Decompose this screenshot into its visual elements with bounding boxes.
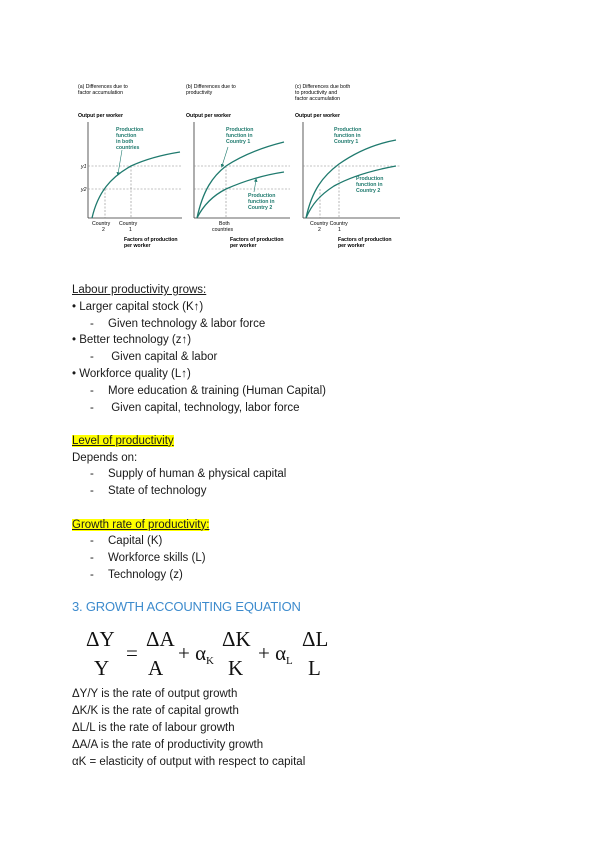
eq-term1-denominator: A [148, 656, 164, 680]
panel-b-curve2-label-3: Country 2 [248, 205, 273, 211]
definition-output-growth: ΔY/Y is the rate of output growth [72, 688, 238, 700]
panel-c-curve2-label-1: Production [356, 176, 384, 182]
panel-b-curve1-label-2: function in [226, 133, 253, 139]
panel-b-x-tick-line1: Both [219, 221, 230, 227]
sub-item [72, 383, 542, 400]
panel-b-curve2-label-2: function in [248, 199, 275, 205]
eq-alpha-sub-l: L [286, 655, 293, 667]
definition-capital-growth: ΔK/K is the rate of capital growth [72, 705, 239, 717]
eq-plus-alpha-2: + α [258, 641, 287, 665]
panel-b [186, 84, 290, 249]
eq-term3-denominator: L [308, 656, 321, 680]
panel-a-y1-tick: y1 [81, 164, 87, 170]
sub-item-text: Given capital, technology, labor force [111, 401, 300, 414]
panel-c-x-axis-label-2: per worker [338, 243, 365, 249]
eq-plus-alpha-1: + α [178, 641, 207, 665]
sub-item-text: Supply of human & physical capital [108, 468, 287, 481]
panel-c-curve1-label-3: Country 1 [334, 139, 359, 145]
sub-item [72, 483, 542, 500]
panel-b-caption-2: productivity [186, 90, 213, 96]
panel-b-label-arrow-2 [254, 180, 256, 192]
panel-b-curve1-label-1: Production [226, 127, 254, 133]
dash-marker: - [90, 535, 94, 548]
level-of-productivity-title: Level of productivity [72, 434, 174, 447]
sub-item-text: Technology (z) [108, 568, 183, 581]
dash-marker: - [90, 552, 94, 565]
sub-item [72, 567, 542, 584]
panel-c-x-tick-line1: Country Country [310, 221, 348, 227]
panel-c [295, 84, 400, 249]
definition-elasticity: αK = elasticity of output with respect to capital [72, 756, 306, 768]
bullet-workforce: • Workforce quality (L↑) [72, 367, 191, 380]
sub-item-text: Workforce skills (L) [108, 552, 206, 565]
definition-productivity-growth: ΔA/A is the rate of productivity growth [72, 739, 264, 751]
panel-c-x-axis-label-1: Factors of production [338, 237, 392, 243]
panel-c-x-tick-c1: 1 [338, 227, 341, 233]
sub-item [72, 349, 542, 366]
panel-a-y2-tick: y2 [81, 187, 87, 193]
panel-c-curve-country-2 [306, 166, 396, 218]
definition-labour-growth: ΔL/L is the rate of labour growth [72, 722, 235, 734]
eq-term1-numerator: ΔA [146, 627, 175, 651]
panel-b-label-arrow-1 [222, 147, 228, 166]
panel-a-x-axis-label-1: Factors of production [124, 237, 178, 243]
panel-c-x-tick-c2: 2 [318, 227, 321, 233]
panel-c-caption-1: (c) Differences due both [295, 84, 351, 90]
panel-a-y-axis-label: Output per worker [78, 113, 123, 119]
eq-lhs-denominator: Y [94, 656, 110, 680]
eq-lhs-numerator: ΔY [86, 627, 115, 651]
depends-on-label: Depends on: [72, 451, 138, 464]
section-heading: 3. GROWTH ACCOUNTING EQUATION [72, 599, 301, 614]
panel-a-caption-1: (a) Differences due to [78, 84, 128, 90]
panel-b-y-axis-label: Output per worker [186, 113, 231, 119]
sub-item-text: Given capital & labor [111, 351, 218, 364]
sub-item-text: State of technology [108, 485, 207, 498]
panel-b-x-axis-label-2: per worker [230, 243, 257, 249]
spacer [72, 500, 542, 517]
sub-item-text: Given technology & labor force [108, 317, 266, 330]
panel-b-curve2-label-1: Production [248, 193, 276, 199]
panel-c-curve1-label-1: Production [334, 127, 362, 133]
sub-item-text: More education & training (Human Capital) [108, 384, 326, 397]
panel-a-caption-2: factor accumulation [78, 90, 123, 96]
panel-a-curve-label-3: in both [116, 139, 134, 145]
panel-b-x-tick-line2: countries [212, 227, 234, 233]
dash-marker: - [90, 384, 94, 397]
notes-title: Labour productivity grows: [72, 284, 207, 296]
eq-alpha-sub-k: K [206, 655, 214, 667]
sub-item-text: Capital (K) [108, 535, 163, 548]
panel-a-x-axis-label-2: per worker [124, 243, 151, 249]
panel-c-caption-3: factor accumulation [295, 96, 340, 102]
dash-marker: - [90, 485, 94, 498]
panel-a-label-arrow [118, 150, 122, 174]
sub-item [72, 400, 542, 417]
productivity-notes [72, 282, 542, 584]
sub-item [72, 466, 542, 483]
panel-a-x-tick-c2-line1: Country [92, 221, 111, 227]
panel-a-x-tick-c2-line2: 2 [102, 227, 105, 233]
panel-b-curve1-label-3: Country 1 [226, 139, 251, 145]
sub-item [72, 533, 542, 550]
eq-term2-numerator: ΔK [222, 627, 251, 651]
definitions-list [72, 686, 305, 771]
panel-c-y-axis-label: Output per worker [295, 113, 340, 119]
sub-item [72, 316, 542, 333]
panel-a-x-tick-c1-line2: 1 [129, 227, 132, 233]
panel-a-x-tick-c1-line1: Country [119, 221, 138, 227]
panel-c-curve2-label-2: function in [356, 182, 383, 188]
growth-accounting-equation [72, 622, 372, 684]
panel-c-curve2-label-3: Country 2 [356, 188, 381, 194]
dash-marker: - [90, 468, 94, 481]
panel-c-caption-2: to productivity and [295, 90, 338, 96]
dash-marker: - [90, 351, 94, 364]
panel-a-curve-label-2: function [116, 133, 137, 139]
bullet-technology: • Better technology (z↑) [72, 334, 192, 347]
eq-equals: = [126, 641, 138, 665]
dash-marker: - [90, 401, 94, 414]
panel-a-curve-label-4: countries [116, 145, 140, 151]
panel-a-curve-label-1: Production [116, 127, 144, 133]
panel-c-curve1-label-2: function in [334, 133, 361, 139]
panel-b-x-axis-label-1: Factors of production [230, 237, 284, 243]
sub-item [72, 550, 542, 567]
production-function-figure [76, 80, 406, 255]
eq-term3-numerator: ΔL [302, 627, 329, 651]
dash-marker: - [90, 317, 94, 330]
panel-b-caption-1: (b) Differences due to [186, 84, 236, 90]
eq-term2-denominator: K [228, 656, 244, 680]
panel-a [78, 84, 182, 249]
dash-marker: - [90, 568, 94, 581]
bullet-capital: • Larger capital stock (K↑) [72, 300, 204, 313]
spacer [72, 416, 542, 433]
growth-rate-title: Growth rate of productivity: [72, 518, 210, 531]
